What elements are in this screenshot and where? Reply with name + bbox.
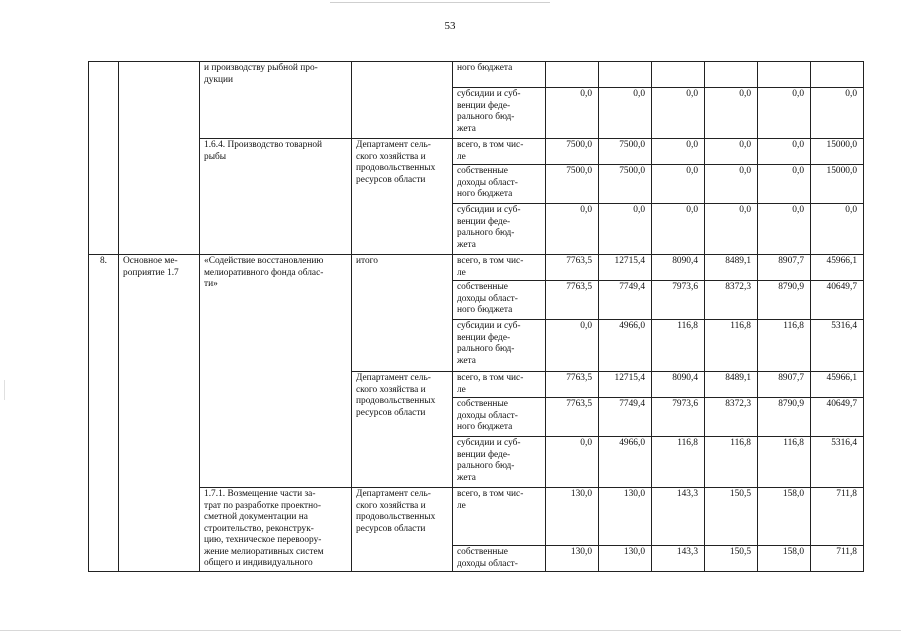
- cell-value: 0,0: [705, 204, 758, 255]
- cell-value: 7763,5: [546, 281, 599, 320]
- cell-value: 40649,7: [811, 398, 864, 437]
- table-row: [89, 255, 864, 281]
- cell-value: 130,0: [546, 488, 599, 546]
- cell-value: 0,0: [652, 165, 705, 204]
- cell-source: субсидии и суб- венции феде- рального бюд- жета: [453, 437, 546, 488]
- scan-artifact-bottom: [0, 630, 901, 631]
- cell-executor: [352, 62, 453, 139]
- cell-value: 7749,4: [599, 281, 652, 320]
- budget-table: [88, 61, 864, 572]
- cell-value: 0,0: [652, 139, 705, 165]
- cell-value: 7500,0: [599, 139, 652, 165]
- cell-value: 5316,4: [811, 320, 864, 372]
- cell-value: 45966,1: [811, 255, 864, 281]
- cell-value: 116,8: [705, 320, 758, 372]
- table-row: [89, 488, 864, 546]
- cell-value: [811, 62, 864, 88]
- cell-value: 45966,1: [811, 372, 864, 398]
- cell-event: 1.7.1. Возмещение части за- трат по разработке проектно- сметной документации на строительство, реконструк- цию, техническое перевоору- жение мелиоративных систем общего и индивидуального: [200, 488, 352, 572]
- cell-source: всего, в том чис- ле: [453, 488, 546, 546]
- cell-value: [652, 62, 705, 88]
- cell-source: субсидии и суб- венции феде- рального бюд- жета: [453, 320, 546, 372]
- cell-value: 8090,4: [652, 372, 705, 398]
- cell-event: «Содействие восстановлению мелиоративного фонда облас- ти»: [200, 255, 352, 488]
- cell-value: 150,5: [705, 546, 758, 572]
- cell-value: 0,0: [705, 165, 758, 204]
- cell-value: 8489,1: [705, 372, 758, 398]
- cell-source: всего, в том чис- ле: [453, 139, 546, 165]
- cell-value: 7973,6: [652, 398, 705, 437]
- cell-value: 150,5: [705, 488, 758, 546]
- cell-value: 711,8: [811, 546, 864, 572]
- cell-value: 116,8: [652, 437, 705, 488]
- cell-value: 4966,0: [599, 437, 652, 488]
- cell-value: 130,0: [599, 488, 652, 546]
- cell-value: [705, 62, 758, 88]
- cell-value: 0,0: [758, 204, 811, 255]
- cell-value: 0,0: [652, 88, 705, 139]
- cell-source: всего, в том чис- ле: [453, 255, 546, 281]
- cell-value: 116,8: [705, 437, 758, 488]
- cell-value: 7500,0: [599, 165, 652, 204]
- cell-value: 143,3: [652, 488, 705, 546]
- cell-value: 0,0: [546, 320, 599, 372]
- cell-value: 0,0: [758, 165, 811, 204]
- cell-value: 7763,5: [546, 372, 599, 398]
- cell-value: 0,0: [705, 139, 758, 165]
- cell-value: 4966,0: [599, 320, 652, 372]
- table-row: [89, 139, 864, 165]
- cell-value: 12715,4: [599, 255, 652, 281]
- cell-value: 8372,3: [705, 281, 758, 320]
- cell-value: 0,0: [705, 88, 758, 139]
- cell-value: 12715,4: [599, 372, 652, 398]
- cell-value: 7763,5: [546, 255, 599, 281]
- cell-value: 0,0: [546, 88, 599, 139]
- cell-executor: Департамент сель- ского хозяйства и продовольственных ресурсов области: [352, 372, 453, 488]
- cell-value: 5316,4: [811, 437, 864, 488]
- cell-value: 116,8: [652, 320, 705, 372]
- cell-executor: итого: [352, 255, 453, 372]
- cell-value: 158,0: [758, 488, 811, 546]
- cell-value: 116,8: [758, 437, 811, 488]
- cell-value: 8790,9: [758, 281, 811, 320]
- cell-source: собственные доходы област- ного бюджета: [453, 165, 546, 204]
- cell-value: 711,8: [811, 488, 864, 546]
- cell-value: 15000,0: [811, 139, 864, 165]
- cell-source: ного бюджета: [453, 62, 546, 88]
- cell-source: субсидии и суб- венции феде- рального бюд- жета: [453, 88, 546, 139]
- cell-num: [89, 62, 119, 255]
- cell-value: 7973,6: [652, 281, 705, 320]
- cell-source: субсидии и суб- венции феде- рального бюд- жета: [453, 204, 546, 255]
- cell-value: 7500,0: [546, 165, 599, 204]
- cell-main-event: [119, 62, 200, 255]
- cell-value: [546, 62, 599, 88]
- cell-value: 8907,7: [758, 372, 811, 398]
- cell-source: всего, в том чис- ле: [453, 372, 546, 398]
- cell-value: 8090,4: [652, 255, 705, 281]
- cell-value: [758, 62, 811, 88]
- cell-executor: Департамент сель- ского хозяйства и продовольственных ресурсов области: [352, 488, 453, 572]
- cell-event: и производству рыбной про- дукции: [200, 62, 352, 139]
- cell-value: 0,0: [546, 204, 599, 255]
- page-number: 53: [444, 20, 456, 32]
- cell-value: 7749,4: [599, 398, 652, 437]
- cell-value: 40649,7: [811, 281, 864, 320]
- cell-value: 0,0: [599, 204, 652, 255]
- cell-value: 0,0: [811, 88, 864, 139]
- cell-value: 7500,0: [546, 139, 599, 165]
- cell-value: 130,0: [599, 546, 652, 572]
- cell-value: 8907,7: [758, 255, 811, 281]
- cell-value: [599, 62, 652, 88]
- cell-value: 0,0: [758, 88, 811, 139]
- cell-value: 15000,0: [811, 165, 864, 204]
- cell-value: 8489,1: [705, 255, 758, 281]
- table-row: [89, 62, 864, 88]
- cell-value: 116,8: [758, 320, 811, 372]
- cell-value: 130,0: [546, 546, 599, 572]
- cell-executor: Департамент сель- ского хозяйства и продовольственных ресурсов области: [352, 139, 453, 255]
- cell-source: собственные доходы област- ного бюджета: [453, 281, 546, 320]
- cell-main-event: Основное ме- роприятие 1.7: [119, 255, 200, 572]
- cell-value: 0,0: [652, 204, 705, 255]
- cell-event: 1.6.4. Производство товарной рыбы: [200, 139, 352, 255]
- cell-value: 8790,9: [758, 398, 811, 437]
- cell-value: 0,0: [811, 204, 864, 255]
- cell-value: 0,0: [599, 88, 652, 139]
- cell-source: собственные доходы област- ного бюджета: [453, 398, 546, 437]
- cell-value: 7763,5: [546, 398, 599, 437]
- cell-value: 0,0: [758, 139, 811, 165]
- cell-value: 8372,3: [705, 398, 758, 437]
- cell-value: 143,3: [652, 546, 705, 572]
- cell-value: 0,0: [546, 437, 599, 488]
- cell-num: 8.: [89, 255, 119, 572]
- cell-source: собственные доходы област-: [453, 546, 546, 572]
- cell-value: 158,0: [758, 546, 811, 572]
